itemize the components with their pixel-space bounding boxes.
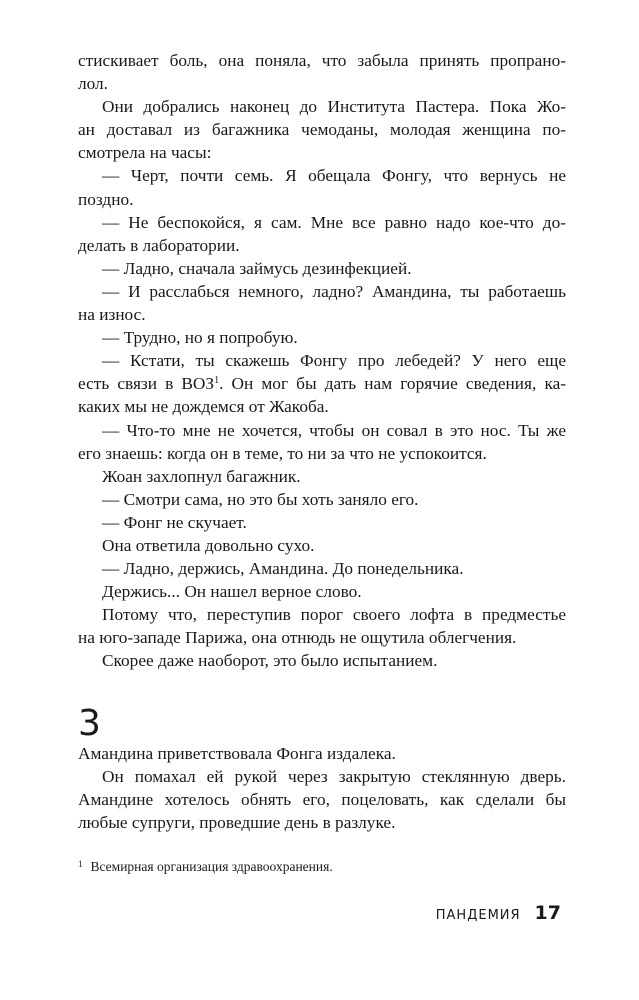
paragraph (78, 349, 566, 418)
text-line: каких мы не дождемся от Жакоба. (78, 397, 329, 417)
text-line: — Не беспокойся, я сам. Мне все равно надо кое-что до- (102, 212, 566, 232)
text-line: стискивает боль, она поняла, что забыла принять пропрано- (78, 51, 566, 70)
text-line: — Фонг не скучает. (102, 512, 247, 532)
text-line: — Что-то мне не хочется, чтобы он совал в это нос. Ты же (102, 420, 566, 440)
text-line: Он помахал ей рукой через закрытую стеклянную дверь. (102, 767, 566, 787)
paragraph (78, 419, 566, 465)
text-line: Жоан захлопнул багажник. (102, 466, 301, 486)
footnote-text: Всемирная организация здравоохранения. (90, 859, 333, 874)
text-line: на юго-западе Парижа, она отнюдь не ощутила облегчения. (78, 628, 517, 648)
paragraph (78, 465, 566, 488)
text-line: — Черт, почти семь. Я обещала Фонгу, что вернусь не (102, 166, 566, 186)
running-title: ПАНДЕМИЯ (435, 908, 521, 923)
text-fragment: . Он мог бы дать нам горячие сведения, ка- (219, 374, 566, 394)
text-line: поздно. (78, 189, 134, 209)
paragraph (78, 765, 566, 834)
paragraph (78, 557, 566, 580)
paragraph (78, 742, 566, 765)
text-line: — Смотри сама, но это бы хоть заняло его. (102, 489, 419, 509)
paragraph (78, 257, 566, 280)
text-line: Амандине хотелось обнять его, поцеловать, как сделали бы (78, 790, 566, 810)
text-line: лол. (78, 74, 108, 94)
main-text-bottom (78, 742, 566, 834)
paragraph (78, 649, 566, 672)
paragraph (78, 280, 566, 326)
text-line: делать в лаборатории. (78, 235, 240, 255)
paragraph (78, 603, 566, 649)
footnote-reference: 1 (214, 375, 220, 387)
text-line: Она ответила довольно сухо. (102, 535, 315, 555)
text-line: смотрела на часы: (78, 143, 212, 163)
text-line: ан доставал из багажника чемоданы, молодая женщина по- (78, 120, 566, 140)
text-line: — Ладно, держись, Амандина. До понедельника. (102, 559, 464, 579)
text-line: Они добрались наконец до Института Пастера. Пока Жо- (102, 97, 566, 117)
page-footer (436, 902, 561, 924)
text-line: Скорее даже наоборот, это было испытанием. (102, 651, 438, 671)
text-line: — Трудно, но я попробую. (102, 328, 298, 348)
text-line: Амандина приветствовала Фонга издалека. (78, 744, 396, 763)
footnote (78, 855, 566, 876)
text-line: — Кстати, ты скажешь Фонгу про лебедей? У него еще (102, 351, 566, 371)
paragraph (78, 326, 566, 349)
paragraph (78, 211, 566, 257)
text-fragment: есть связи в ВОЗ (78, 374, 215, 394)
chapter-number: 3 (78, 703, 101, 744)
footnote-marker: 1 (78, 859, 83, 869)
text-line: Держись... Он нашел верное слово. (102, 582, 362, 602)
text-line-with-footnote (78, 372, 566, 395)
paragraph (78, 580, 566, 603)
text-line: его знаешь: когда он в теме, то ни за что не успокоится. (78, 443, 487, 463)
paragraph (78, 49, 566, 95)
text-line: — Ладно, сначала займусь дезинфекцией. (102, 258, 412, 278)
text-line: Потому что, переступив порог своего лофта в предместье (102, 605, 566, 625)
main-text-top (78, 49, 566, 673)
text-line: — И расслабься немного, ладно? Амандина, ты работаешь (102, 281, 566, 301)
page-number: 17 (534, 902, 561, 924)
paragraph (78, 95, 566, 164)
paragraph (78, 534, 566, 557)
text-line: любые супруги, проведшие день в разлуке. (78, 813, 396, 833)
paragraph (78, 164, 566, 210)
paragraph (78, 511, 566, 534)
text-line: на износ. (78, 305, 146, 325)
paragraph (78, 488, 566, 511)
